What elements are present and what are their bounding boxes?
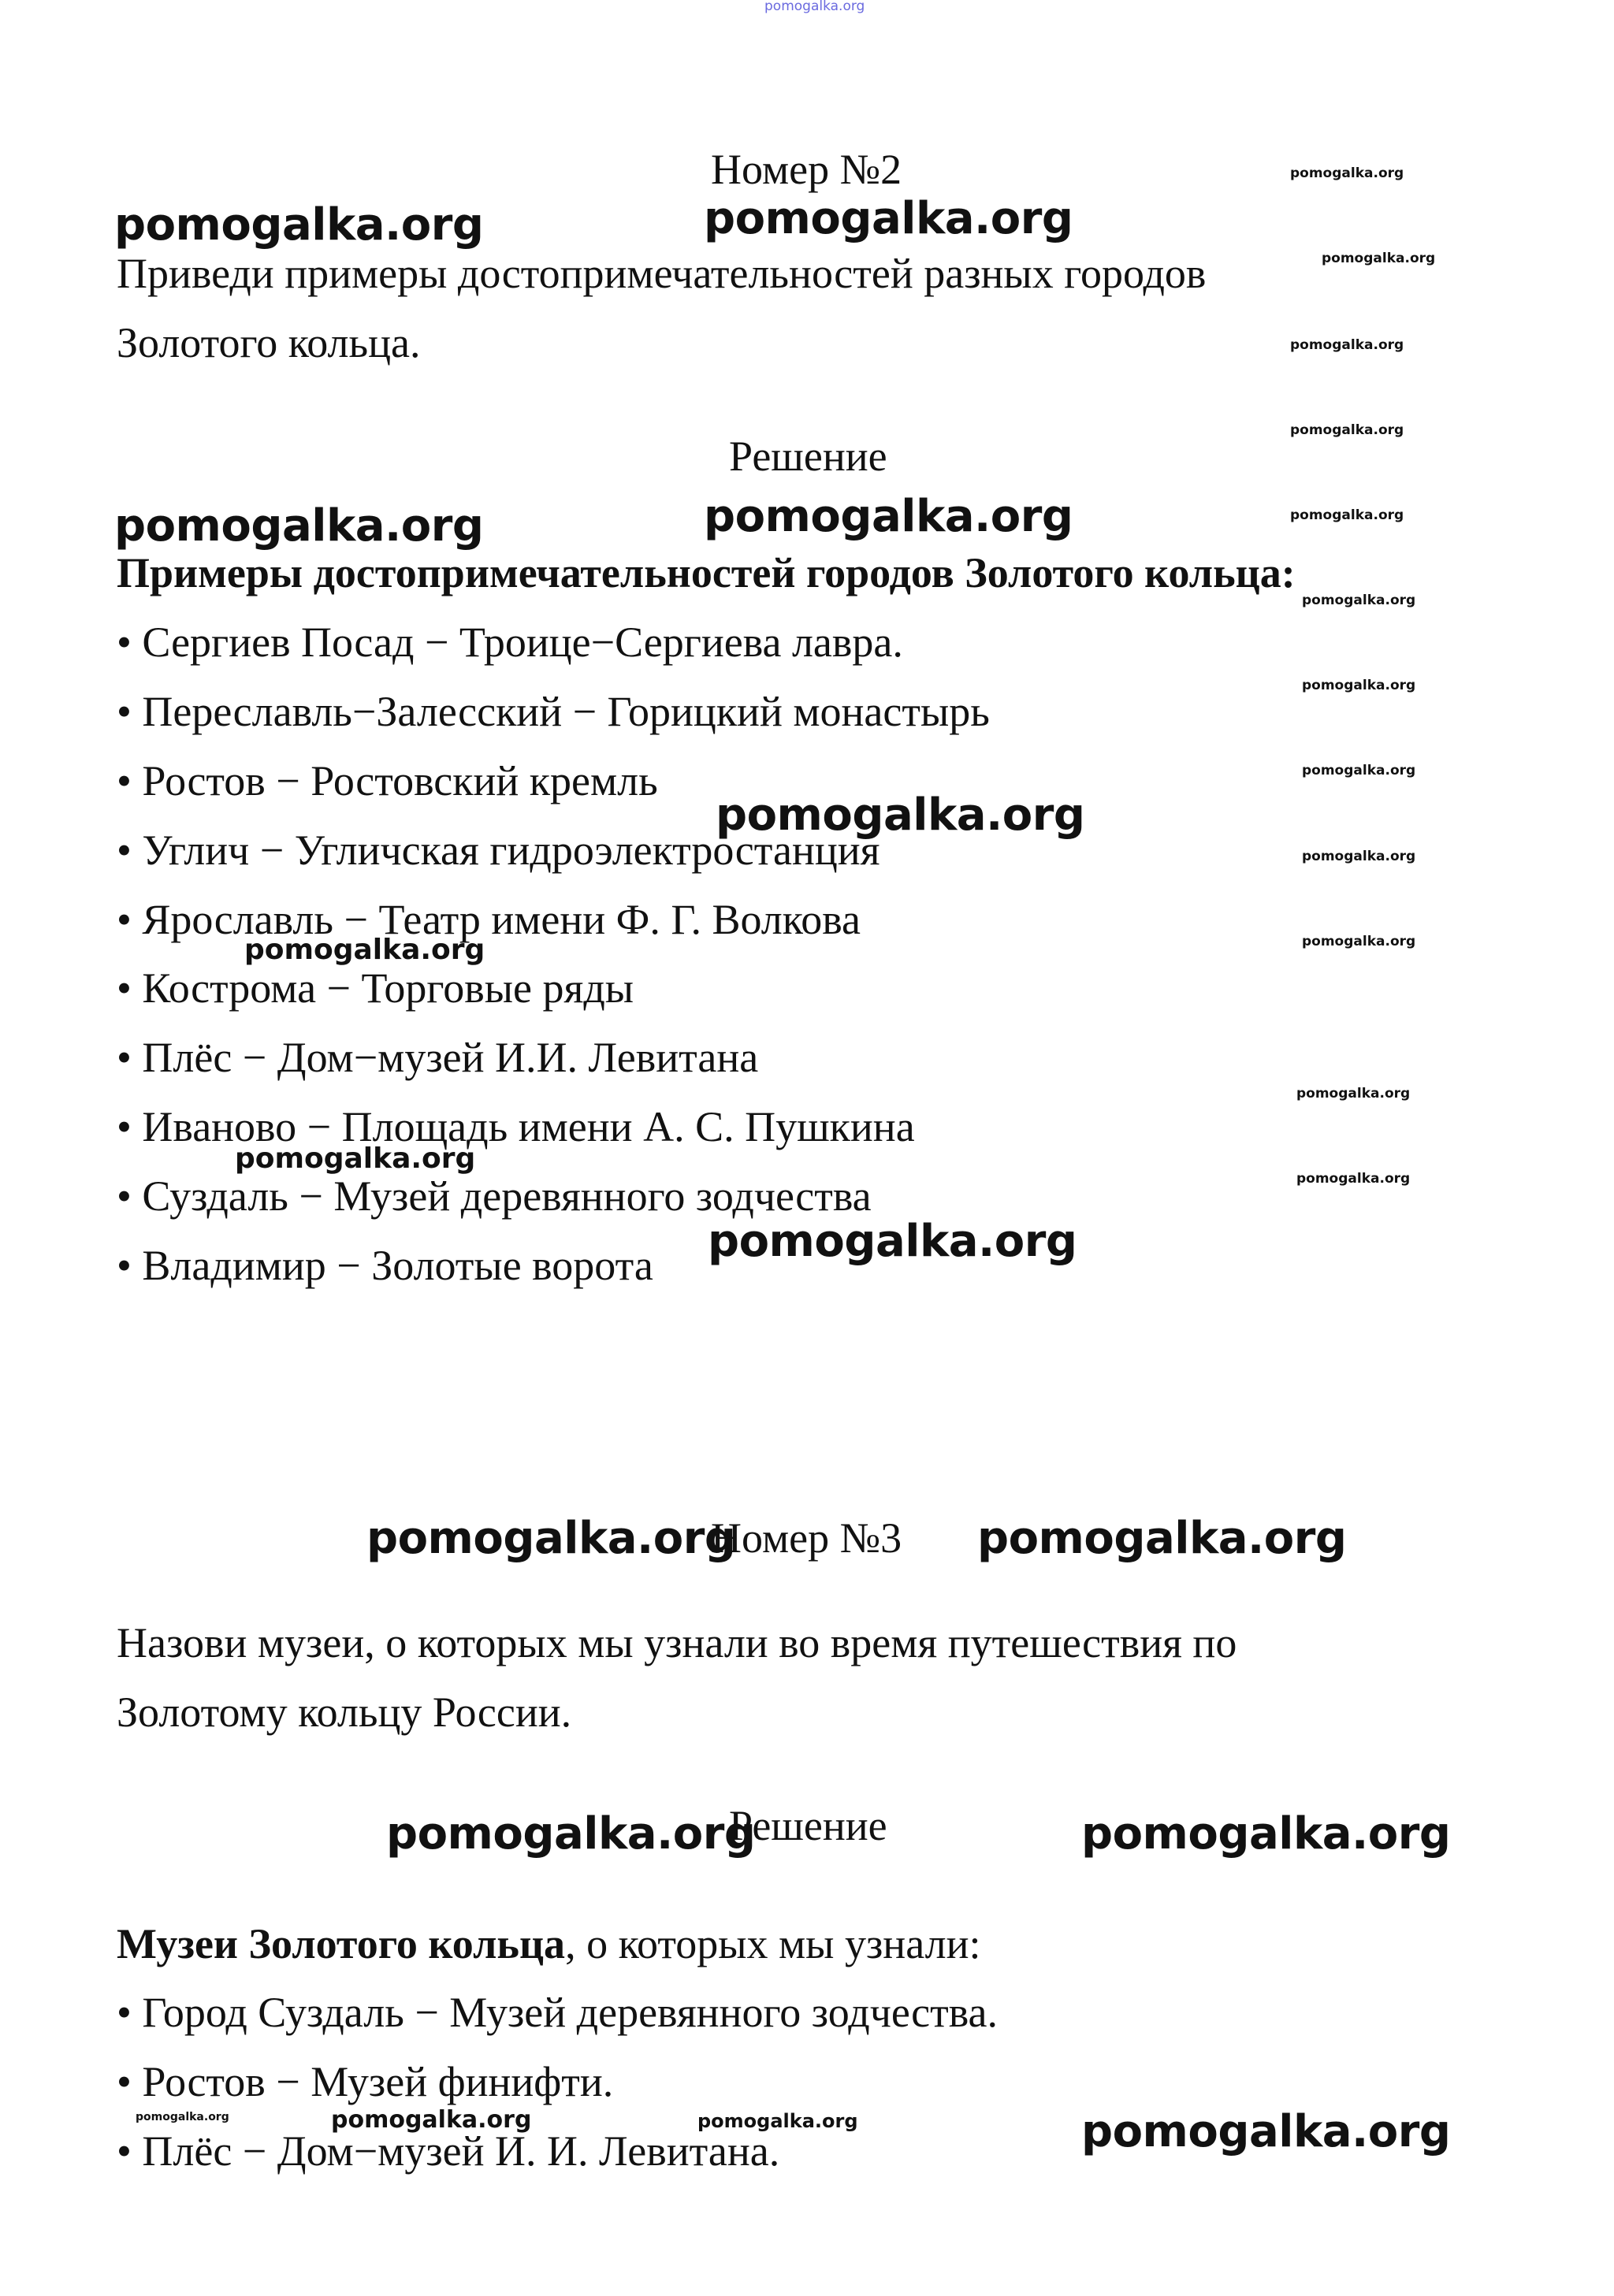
list-item: • Кострома − Торговые ряды — [117, 964, 634, 1012]
watermark-top: pomogalka.org — [764, 0, 865, 14]
watermark: pomogalka.org — [697, 2110, 858, 2132]
list-item: • Переславль−Залесский − Горицкий монастырь — [117, 688, 990, 735]
task2-title: Номер №2 — [711, 146, 902, 193]
task3-question-line2: Золотому кольцу России. — [117, 1689, 572, 1736]
task2-solution-label: Решение — [729, 433, 887, 480]
list-item: • Плёс − Дом−музей И.И. Левитана — [117, 1034, 759, 1081]
watermark: pomogalka.org — [136, 2111, 229, 2123]
watermark: pomogalka.org — [716, 789, 1085, 841]
watermark: pomogalka.org — [1322, 251, 1436, 266]
watermark: pomogalka.org — [1290, 422, 1404, 438]
task2-answer-heading: Примеры достопримечательностей городов Золотого кольца: — [117, 549, 1296, 596]
watermark: pomogalka.org — [114, 199, 484, 251]
watermark: pomogalka.org — [1302, 763, 1416, 778]
watermark: pomogalka.org — [244, 934, 485, 966]
list-item: • Плёс − Дом−музей И. И. Левитана. — [117, 2127, 780, 2175]
list-item: • Ростов − Музей финифти. — [117, 2058, 614, 2105]
watermark: pomogalka.org — [1302, 678, 1416, 693]
task3-answer-heading-rest: , о которых мы узнали: — [565, 1920, 981, 1967]
watermark: pomogalka.org — [1290, 337, 1404, 353]
task2-question-line2: Золотого кольца. — [117, 319, 421, 366]
watermark: pomogalka.org — [1296, 1086, 1411, 1102]
list-item: • Углич − Угличская гидроэлектростанция — [117, 827, 880, 874]
watermark: pomogalka.org — [1302, 934, 1416, 949]
task2-question-line1: Приведи примеры достопримечательностей разных городов — [117, 250, 1207, 297]
task3-solution-label: Решение — [729, 1802, 887, 1849]
task3-title: Номер №3 — [711, 1514, 902, 1562]
task3-question-line1: Назови музеи, о которых мы узнали во время путешествия по — [117, 1619, 1237, 1666]
watermark: pomogalka.org — [1302, 593, 1416, 608]
task3-answer-heading — [117, 1920, 981, 1967]
watermark: pomogalka.org — [1081, 1808, 1451, 1859]
list-item: • Иваново − Площадь имени А. С. Пушкина — [117, 1103, 915, 1150]
list-item: • Ярославль − Театр имени Ф. Г. Волкова — [117, 896, 861, 943]
watermark: pomogalka.org — [386, 1808, 756, 1859]
list-item: • Ростов − Ростовский кремль — [117, 757, 658, 804]
watermark: pomogalka.org — [1302, 849, 1416, 864]
watermark: pomogalka.org — [704, 491, 1073, 542]
watermark: pomogalka.org — [977, 1513, 1347, 1564]
watermark: pomogalka.org — [114, 500, 484, 552]
task3-answer-heading-bold: Музеи Золотого кольца — [117, 1920, 566, 1967]
list-item: • Владимир − Золотые ворота — [117, 1242, 653, 1289]
watermark: pomogalka.org — [1081, 2106, 1451, 2157]
watermark: pomogalka.org — [235, 1142, 476, 1175]
watermark: pomogalka.org — [1296, 1171, 1411, 1187]
watermark: pomogalka.org — [331, 2106, 532, 2134]
list-item: • Сергиев Посад − Троице−Сергиева лавра. — [117, 619, 903, 666]
watermark: pomogalka.org — [708, 1216, 1077, 1267]
list-item: • Город Суздаль − Музей деревянного зодчества. — [117, 1989, 998, 2036]
watermark: pomogalka.org — [1290, 165, 1404, 181]
watermark: pomogalka.org — [704, 193, 1073, 244]
list-item: • Суздаль − Музей деревянного зодчества — [117, 1172, 872, 1220]
watermark: pomogalka.org — [1290, 507, 1404, 523]
watermark: pomogalka.org — [366, 1513, 736, 1564]
